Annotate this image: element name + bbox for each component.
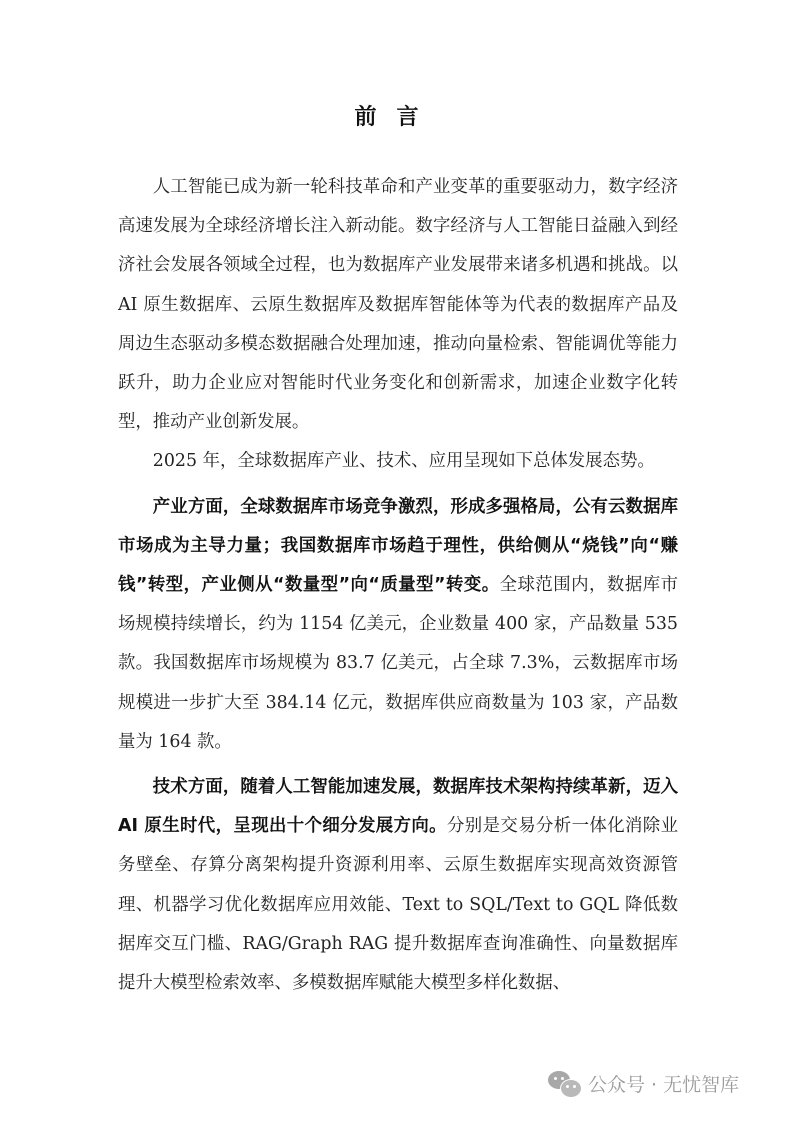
paragraph-text: 分别是交易分析一体化消除业务壁垒、存算分离架构提升资源利用率、云原生数据库实现高效资源管理、机器学习优化数据库应用效能、Text to SQL/Text to GQL 降低数据库交互门槛、RAG/Graph RAG 提升数据库查询准确性、向量数据库提升大模型检索效率、多模数据库赋能大模型多样化数据、	[118, 816, 678, 994]
paragraph-lead-bold: 技术方面，随着人工智能加速发展，数据库技术架构持续革新，迈入 AI 原生时代，呈现出十个细分发展方向。	[118, 777, 678, 837]
paragraph-industry	[118, 488, 678, 762]
paragraph-lead-bold: 产业方面，全球数据库市场竞争激烈，形成多强格局，公有云数据库市场成为主导力量；我国数据库市场趋于理性，供给侧从“烧钱”向“赚钱”转型，产业侧从“数量型”向“质量型”转变。	[118, 496, 678, 596]
paragraph-text: 2025 年，全球数据库产业、技术、应用呈现如下总体发展态势。	[152, 451, 655, 472]
paragraph-technology	[118, 768, 678, 1003]
watermark	[548, 1070, 739, 1097]
paragraph-trends	[118, 442, 678, 481]
paragraph-text: 全球范围内，数据库市场规模持续增长，约为 1154 亿美元，企业数量 400 家，产品数量 535 款。我国数据库市场规模为 83.7 亿美元，占全球 7.3%，云数据库市场规模进一步扩大至 384.14 亿元，数据库供应商数量为 103 家，产品数量为 164 款。	[118, 575, 678, 752]
watermark-text: 公众号 · 无忧智库	[588, 1074, 740, 1096]
paragraph-intro	[118, 168, 678, 442]
document-body	[118, 168, 678, 1003]
paragraph-text: 人工智能已成为新一轮科技革命和产业变革的重要驱动力，数字经济高速发展为全球经济增长注入新动能。数字经济与人工智能日益融入到经济社会发展各领域全过程，也为数据库产业发展带来诸多机遇和挑战。以 AI 原生数据库、云原生数据库及数据库智能体等为代表的数据库产品及周边生态驱动多模态数据融合处理加速，推动向量检索、智能调优等能力跃升，助力企业应对智能时代业务变化和创新需求，加速企业数字化转型，推动产业创新发展。	[118, 177, 678, 433]
wechat-icon	[548, 1071, 582, 1097]
page-title: 前言	[354, 105, 439, 130]
